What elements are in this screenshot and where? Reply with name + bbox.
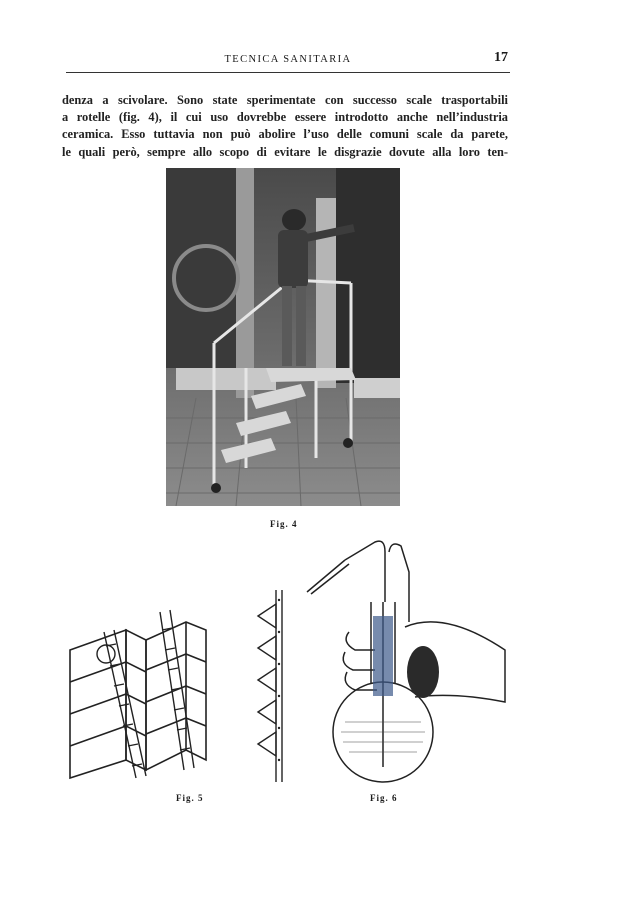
body-line: ceramica. Esso tuttavia non può abolire l’uso delle comuni scale da parete, [62,127,508,142]
body-line: a rotelle (fig. 4), il cui uso dovrebbe essere introdotto anche nell’industria [62,110,508,125]
body-paragraph [62,92,508,161]
figure-5-shelf-ladders-drawing [66,610,216,780]
figure-5-hook-rail-drawing [254,586,294,786]
page-number: 17 [494,50,508,65]
body-line: le quali però, sempre allo scopo di evitare le disgrazie dovute alla loro ten- [62,144,508,159]
header-rule [66,72,510,73]
figure-5-caption: Fig. 5 [176,793,204,803]
running-title: TECNICA SANITARIA [224,54,352,65]
body-line: denza a scivolare. Sono state sperimentate con successo scale trasportabili [62,93,508,107]
figure-6-caption: Fig. 6 [370,793,398,803]
figure-6-flask-apparatus-drawing [305,532,515,787]
rolling-ladder-photo-image [166,168,400,506]
figure-4-photo [166,168,400,506]
figure-4-caption: Fig. 4 [270,519,298,529]
